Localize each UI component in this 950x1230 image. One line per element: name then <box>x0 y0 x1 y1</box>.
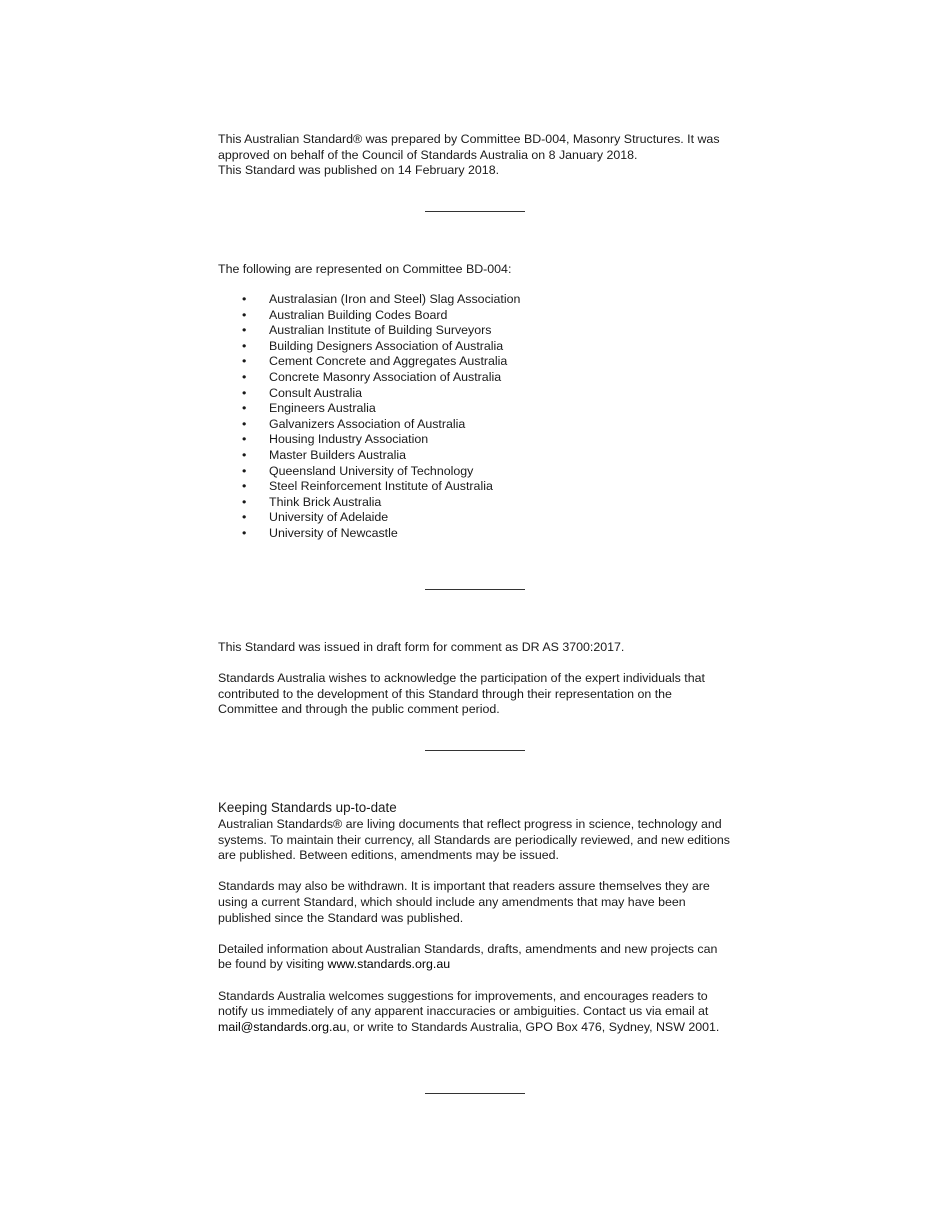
list-item <box>218 308 738 324</box>
preparation-line: approved on behalf of the Council of Standards Australia on 8 January 2018. <box>218 147 638 162</box>
bullet-icon: • <box>242 463 247 478</box>
paragraph-line: using a current Standard, which should include any amendments that may have been <box>218 894 686 909</box>
preparation-line: This Australian Standard® was prepared by Committee BD-004, Masonry Structures. It was <box>218 132 720 146</box>
section-heading <box>218 800 738 816</box>
member-name: Think Brick Australia <box>269 494 382 509</box>
preparation-paragraph <box>218 132 738 179</box>
bullet-icon: • <box>242 292 247 306</box>
committee-intro-text: The following are represented on Committee BD-004: <box>218 262 512 276</box>
list-item <box>218 354 738 370</box>
member-name: Cement Concrete and Aggregates Australia <box>269 354 508 369</box>
paragraph-line: Standards may also be withdrawn. It is important that readers assure themselves they are <box>218 879 710 894</box>
withdrawn-paragraph <box>218 879 738 926</box>
member-name: Australasian (Iron and Steel) Slag Association <box>269 292 521 306</box>
member-name: Consult Australia <box>269 385 362 400</box>
acknowledgement-line: Standards Australia wishes to acknowledge the participation of the expert individuals that <box>218 671 705 685</box>
publication-date-line: This Standard was published on 14 February 2018. <box>218 163 500 178</box>
list-item <box>218 495 738 511</box>
member-name: Building Designers Association of Australia <box>269 338 504 353</box>
section-divider <box>425 211 525 212</box>
list-item <box>218 292 738 308</box>
list-item <box>218 479 738 495</box>
list-item <box>218 386 738 402</box>
bullet-icon: • <box>242 447 247 462</box>
list-item <box>218 526 738 542</box>
paragraph-line: published since the Standard was published. <box>218 910 464 925</box>
bullet-icon: • <box>242 338 247 353</box>
committee-intro <box>218 262 738 278</box>
acknowledgement-paragraph <box>218 671 738 718</box>
bullet-icon: • <box>242 401 247 416</box>
email-link[interactable]: mail@standards.org.au <box>218 1019 347 1034</box>
list-item <box>218 323 738 339</box>
list-item <box>218 432 738 448</box>
bullet-icon: • <box>242 432 247 447</box>
bullet-icon: • <box>242 369 247 384</box>
acknowledgement-line: Committee and through the public comment period. <box>218 702 500 717</box>
member-name: Australian Building Codes Board <box>269 307 448 322</box>
paragraph-line: Detailed information about Australian Standards, drafts, amendments and new projects can <box>218 941 718 956</box>
list-item <box>218 464 738 480</box>
draft-notice <box>218 640 738 656</box>
living-documents-paragraph <box>218 817 738 864</box>
member-name: Australian Institute of Building Surveyors <box>269 323 492 338</box>
member-name: Queensland University of Technology <box>269 463 474 478</box>
suggestions-paragraph <box>218 989 738 1036</box>
member-name: Concrete Masonry Association of Australia <box>269 369 502 384</box>
bullet-icon: • <box>242 510 247 525</box>
bullet-icon: • <box>242 525 247 540</box>
list-item <box>218 417 738 433</box>
member-name: University of Adelaide <box>269 510 389 525</box>
list-item <box>218 339 738 355</box>
member-name: Master Builders Australia <box>269 447 407 462</box>
keeping-standards-heading: Keeping Standards up-to-date <box>218 800 397 815</box>
section-divider <box>425 589 525 590</box>
acknowledgement-line: contributed to the development of this Standard through their representation on the <box>218 686 672 701</box>
draft-notice-text: This Standard was issued in draft form for comment as DR AS 3700:2017. <box>218 640 625 654</box>
bullet-icon: • <box>242 307 247 322</box>
member-name: Galvanizers Association of Australia <box>269 416 466 431</box>
bullet-icon: • <box>242 479 247 494</box>
member-name: Steel Reinforcement Institute of Australia <box>269 479 493 494</box>
bullet-icon: • <box>242 494 247 509</box>
paragraph-line: Standards Australia welcomes suggestions for improvements, and encourages readers to <box>218 988 708 1003</box>
bullet-icon: • <box>242 416 247 431</box>
paragraph-line: systems. To maintain their currency, all Standards are periodically reviewed, and new editions <box>218 832 730 847</box>
member-name: Engineers Australia <box>269 401 376 416</box>
information-paragraph <box>218 942 738 973</box>
section-divider <box>425 1093 525 1094</box>
member-name: University of Newcastle <box>269 525 398 540</box>
website-link[interactable]: www.standards.org.au <box>327 957 451 972</box>
list-item <box>218 510 738 526</box>
bullet-icon: • <box>242 385 247 400</box>
paragraph-line: , or write to Standards Australia, GPO Box 476, Sydney, NSW 2001. <box>346 1019 720 1034</box>
list-item <box>218 370 738 386</box>
committee-member-list <box>218 292 738 542</box>
paragraph-line: are published. Between editions, amendments may be issued. <box>218 848 559 863</box>
bullet-icon: • <box>242 354 247 369</box>
bullet-icon: • <box>242 323 247 338</box>
section-divider <box>425 750 525 751</box>
paragraph-line: Australian Standards® are living documents that reflect progress in science, technology and <box>218 817 722 831</box>
member-name: Housing Industry Association <box>269 432 429 447</box>
paragraph-line: notify us immediately of any apparent inaccuracies or ambiguities. Contact us via email at <box>218 1004 709 1019</box>
list-item <box>218 401 738 417</box>
list-item <box>218 448 738 464</box>
keeping-standards-body <box>218 817 738 1035</box>
paragraph-line: be found by visiting <box>218 957 328 972</box>
